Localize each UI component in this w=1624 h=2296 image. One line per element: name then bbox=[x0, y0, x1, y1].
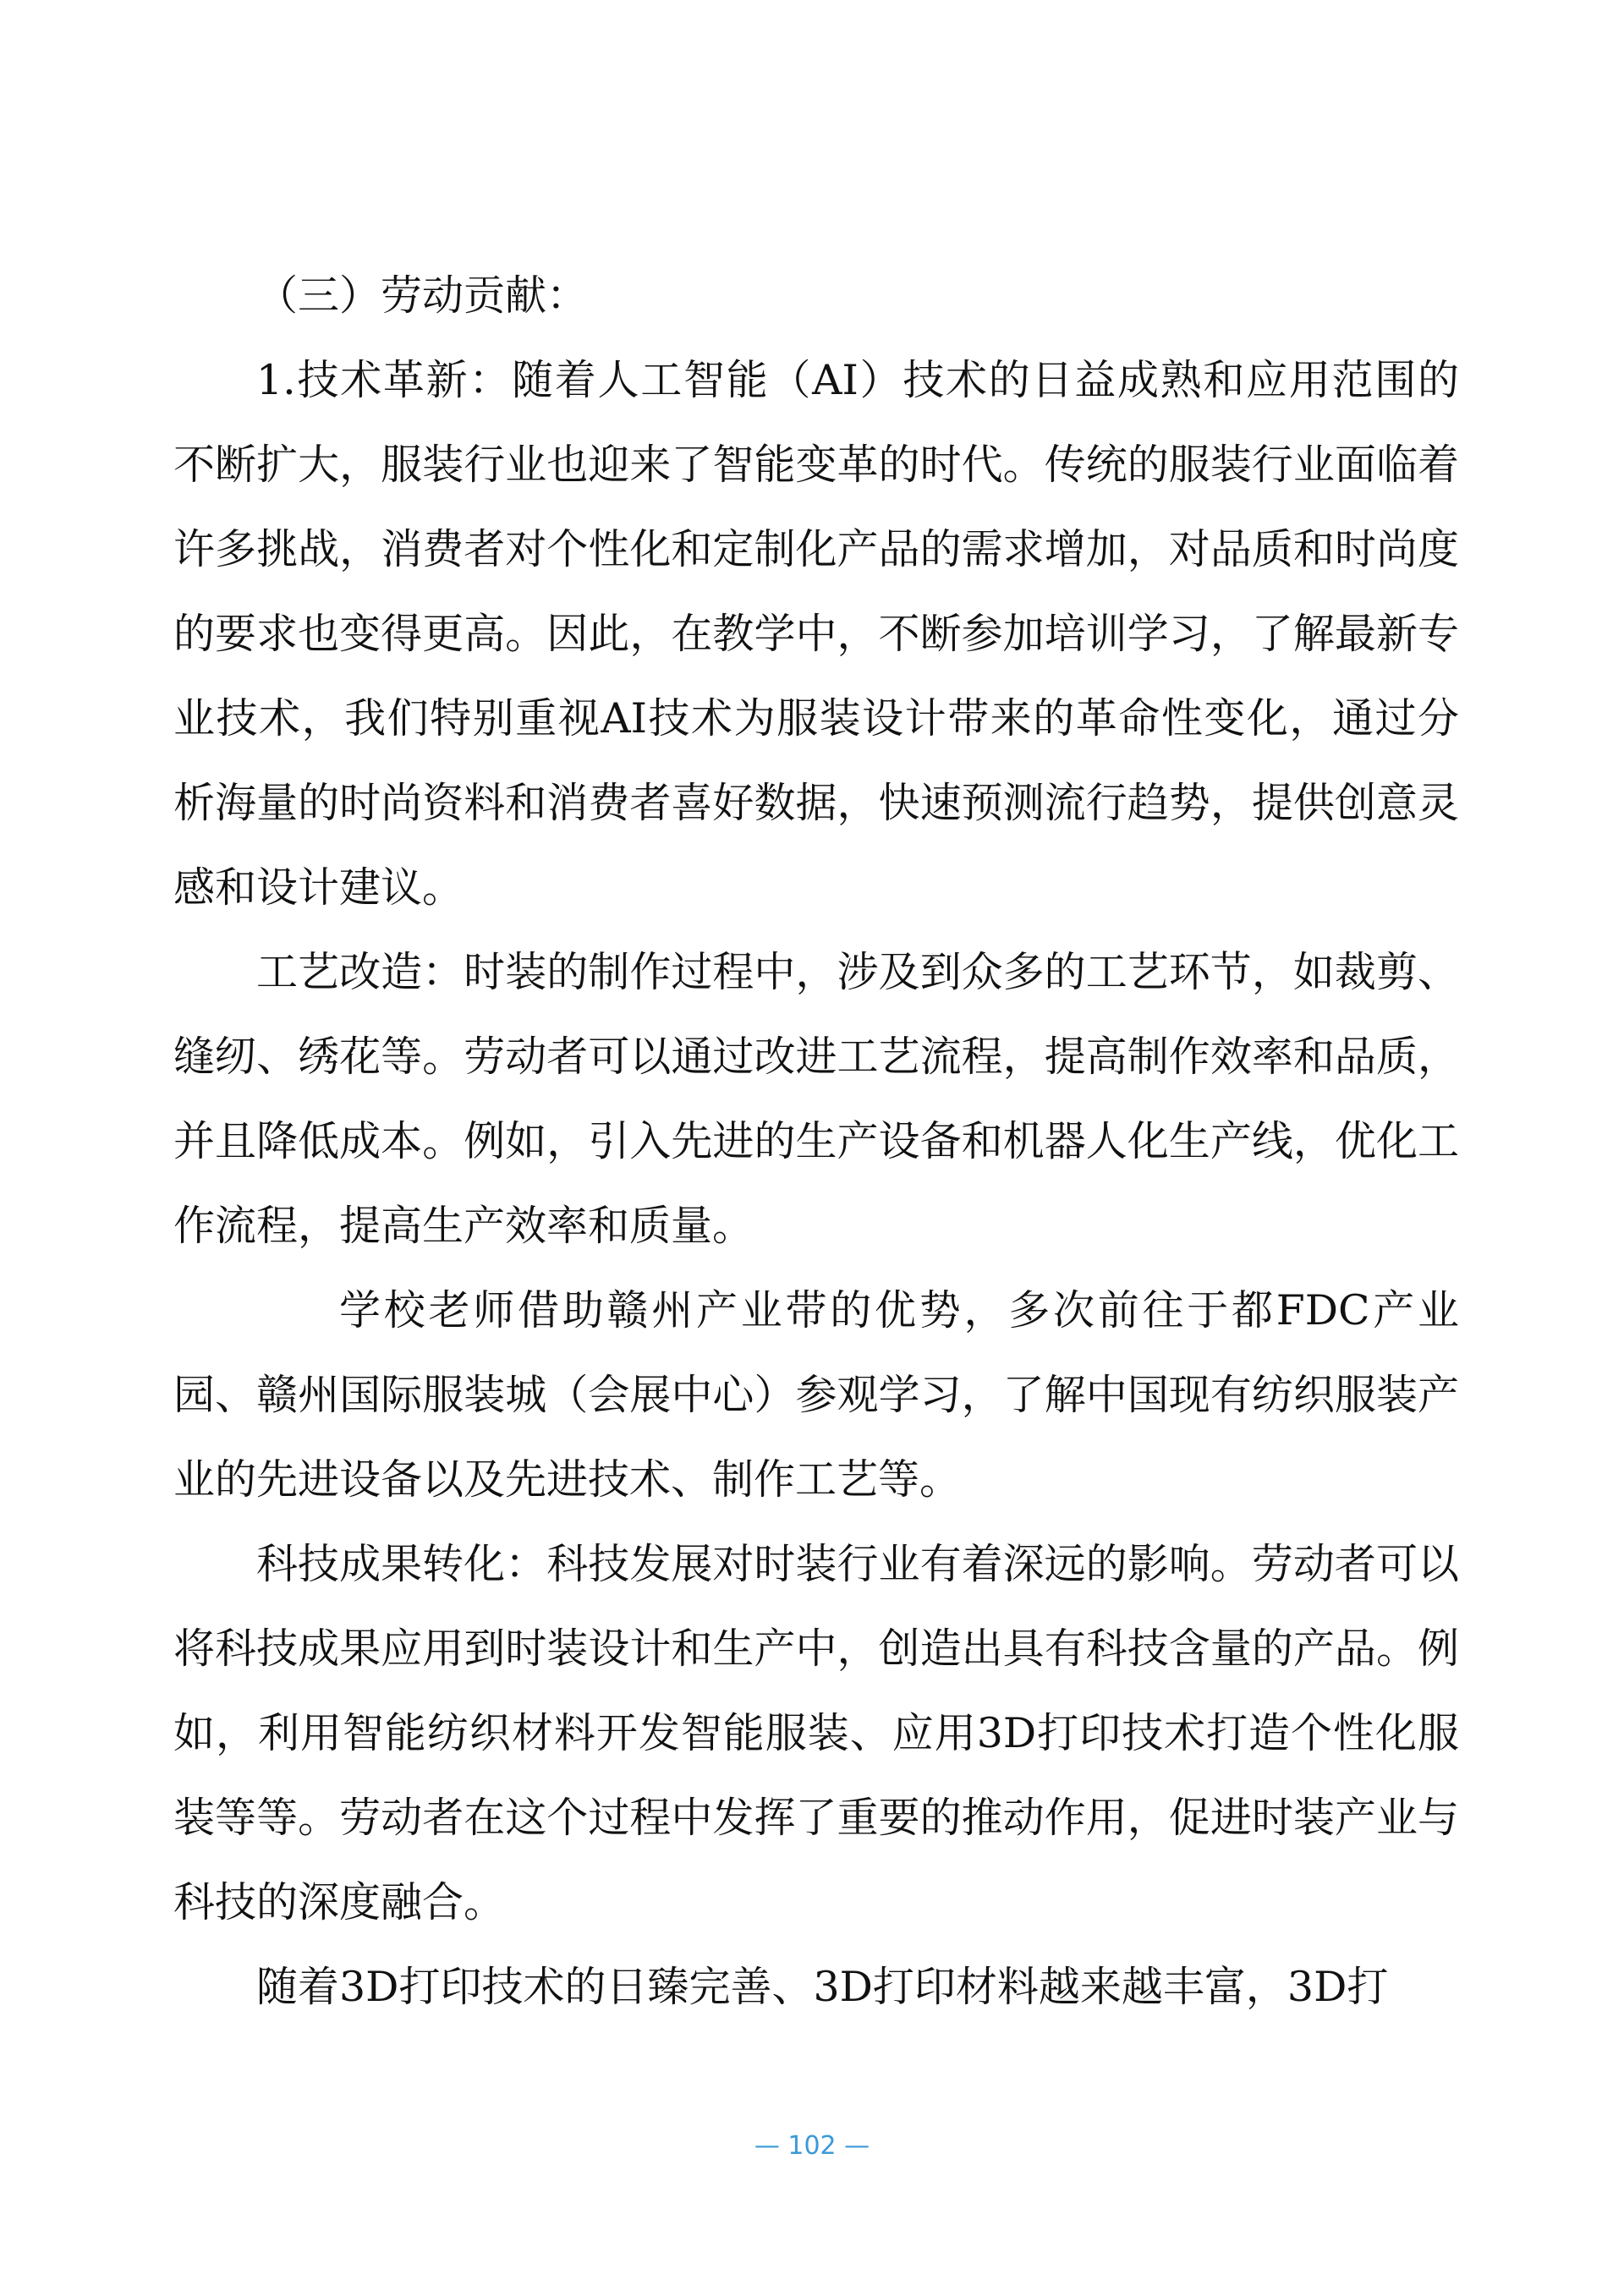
section-heading: （三）劳动贡献： bbox=[256, 271, 589, 320]
document-body bbox=[173, 254, 1459, 2030]
page-number: — 102 — bbox=[754, 2131, 870, 2161]
paragraph-school-visits: 学校老师借助赣州产业带的优势，多次前往于都FDC产业园、赣州国际服装城（会展中心）参观学习，了解中国现有纺织服装产业的先进设备以及先进技术、制作工艺等。 bbox=[173, 1286, 1459, 1504]
paragraph-tech-transfer: 科技成果转化：科技发展对时装行业有着深远的影响。劳动者可以将科技成果应用到时装设计和生产中，创造出具有科技含量的产品。例如，利用智能纺织材料开发智能服装、应用3D打印技术打造个性化服装等等。劳动者在这个过程中发挥了重要的推动作用，促进时装产业与科技的深度融合。 bbox=[173, 1540, 1459, 1926]
paragraph-tech-innovation: 1.技术革新：随着人工智能（AI）技术的日益成熟和应用范围的不断扩大，服装行业也迎来了智能变革的时代。传统的服装行业面临着许多挑战，消费者对个性化和定制化产品的需求增加，对品质和时尚度的要求也变得更高。因此，在教学中，不断参加培训学习，了解最新专业技术，我们特别重视AI技术为服装设计带来的革命性变化，通过分析海量的时尚资料和消费者喜好数据，快速预测流行趋势，提供创意灵感和设计建议。 bbox=[173, 356, 1459, 912]
paragraph-3d-printing: 随着3D打印技术的日臻完善、3D打印材料越来越丰富，3D打 bbox=[256, 1963, 1389, 2011]
paragraph-process-improvement: 工艺改造：时装的制作过程中，涉及到众多的工艺环节，如裁剪、缝纫、绣花等。劳动者可以通过改进工艺流程，提高制作效率和品质，并且降低成本。例如，引入先进的生产设备和机器人化生产线，优化工作流程，提高生产效率和质量。 bbox=[173, 948, 1459, 1250]
